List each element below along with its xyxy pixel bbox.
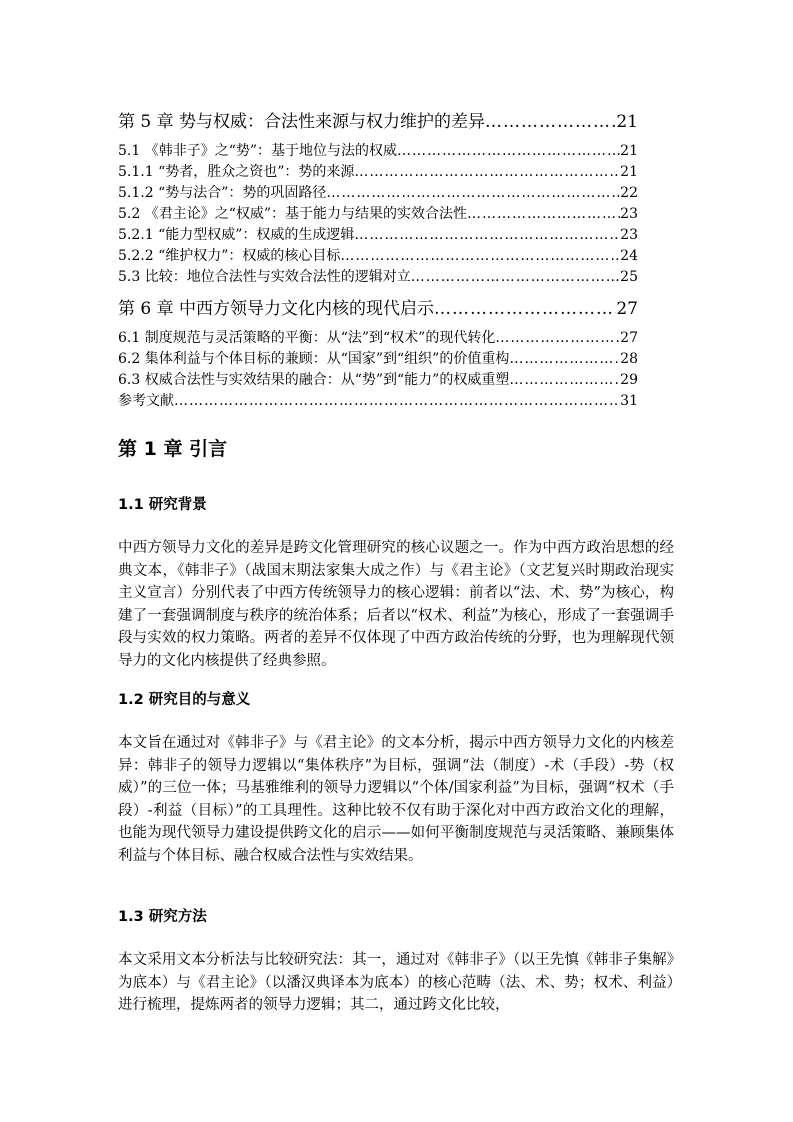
toc-item-5-1-1[interactable] xyxy=(118,161,638,181)
toc-item-6-3[interactable] xyxy=(118,369,638,389)
toc-label: 5.1 《韩非子》之“势”：基于地位与法的权威 xyxy=(118,143,398,159)
section-body: 本文旨在通过对《韩非子》与《君主论》的文本分析，揭示中西方领导力文化的内核差异：韩非子的领导力逻辑以“集体秩序”为目标，强调“法（制度）-术（手段）-势（权威）”的三位一体；马基雅维利的领导力逻辑以“个体/国家利益”为目标，强调“权术（手段）-利益（目标）”的工具理性。这种比较不仅有助于深化对中西方政治文化的理解，也能为现代领导力建设提供跨文化的启示——如何平衡制度规范与灵活策略、兼顾集体利益与个体目标、融合权威合法性与实效结果。 xyxy=(118,735,674,864)
toc-page-number: 27 xyxy=(616,299,638,319)
toc-item-6-2[interactable] xyxy=(118,348,638,368)
toc-item-5-1-2[interactable] xyxy=(118,182,638,202)
toc-leader xyxy=(354,164,620,180)
toc-page-number: 29 xyxy=(620,372,638,388)
toc-leader xyxy=(354,227,620,243)
toc-leader xyxy=(467,206,620,222)
toc-page-number: 21 xyxy=(616,112,638,132)
toc-leader xyxy=(174,393,620,409)
toc-page-number: 25 xyxy=(620,269,638,285)
toc-leader xyxy=(509,351,620,367)
toc-item-5-3[interactable] xyxy=(118,266,638,286)
toc-leader xyxy=(485,112,616,132)
toc-leader xyxy=(397,143,620,159)
toc-item-5-2[interactable] xyxy=(118,203,638,223)
toc-label: 6.1 制度规范与灵活策略的平衡：从“法”到“权术”的现代转化 xyxy=(118,330,496,346)
chapter-title: 第 1 章 引言 xyxy=(118,438,228,460)
section-body: 本文采用文本分析法与比较研究法：其一，通过对《韩非子》（以王先慎《韩非子集解》为底本）与《君主论》（以潘汉典译本为底本）的核心范畴（法、术、势；权术、利益）进行梳理，提炼两者的领导力逻辑；其二，通过跨文化比较， xyxy=(118,952,674,1013)
toc-label: 5.1.2 “势与法合”：势的巩固路径 xyxy=(118,185,327,201)
toc-page-number: 24 xyxy=(620,248,638,264)
toc-label: 参考文献 xyxy=(118,393,174,409)
toc-page-number: 23 xyxy=(620,206,638,222)
toc-chapter-5[interactable] xyxy=(118,107,638,132)
section-title: 1.2 研究目的与意义 xyxy=(118,692,251,708)
toc-label: 6.3 权威合法性与实效结果的融合：从“势”到“能力”的权威重塑 xyxy=(118,372,510,388)
toc-page-number: 21 xyxy=(620,143,638,159)
toc-label: 5.2.2 “维护权力”：权威的核心目标 xyxy=(118,248,341,264)
section-body: 中西方领导力文化的差异是跨文化管理研究的核心议题之一。作为中西方政治思想的经典文本，《韩非子》（战国末期法家集大成之作）与《君主论》（文艺复兴时期政治现实主义宣言）分别代表了中西方传统领导力的核心逻辑：前者以“法、术、势”为核心，构建了一套强调制度与秩序的统治体系；后者以“权术、利益”为核心，形成了一套强调手段与实效的权力策略。两者的差异不仅体现了中西方政治传统的分野，也为理解现代领导力的文化内核提供了经典参照。 xyxy=(118,540,674,669)
toc-leader xyxy=(340,248,620,264)
toc-leader xyxy=(326,185,620,201)
toc-page-number: 23 xyxy=(620,227,638,243)
toc-item-5-2-1[interactable] xyxy=(118,224,638,244)
toc-label: 5.2 《君主论》之“权威”：基于能力与结果的实效合法性 xyxy=(118,206,468,222)
toc-leader xyxy=(434,299,616,319)
toc-label: 6.2 集体利益与个体目标的兼顾：从“国家”到“组织”的价值重构 xyxy=(118,351,510,367)
toc-label: 5.2.1 “能力型权威”：权威的生成逻辑 xyxy=(118,227,355,243)
toc-item-references[interactable] xyxy=(118,390,638,410)
toc-page-number: 27 xyxy=(620,330,638,346)
toc-leader xyxy=(411,269,620,285)
toc-item-6-1[interactable] xyxy=(118,327,638,347)
toc-page-number: 22 xyxy=(620,185,638,201)
toc-page-number: 21 xyxy=(620,164,638,180)
toc-page-number: 31 xyxy=(620,393,638,409)
toc-label: 第 6 章 中西方领导力文化内核的现代启示 xyxy=(118,299,435,319)
toc-leader xyxy=(509,372,620,388)
toc-chapter-6[interactable] xyxy=(118,294,638,319)
toc-label: 第 5 章 势与权威：合法性来源与权力维护的差异 xyxy=(118,112,486,132)
toc-item-5-1[interactable] xyxy=(118,140,638,160)
toc-label: 5.3 比较：地位合法性与实效合法性的逻辑对立 xyxy=(118,269,411,285)
section-title: 1.3 研究方法 xyxy=(118,909,207,925)
section-title: 1.1 研究背景 xyxy=(118,497,207,513)
toc-page-number: 28 xyxy=(620,351,638,367)
toc-label: 5.1.1 “势者，胜众之资也”：势的来源 xyxy=(118,164,355,180)
toc-item-5-2-2[interactable] xyxy=(118,245,638,265)
toc-leader xyxy=(495,330,620,346)
